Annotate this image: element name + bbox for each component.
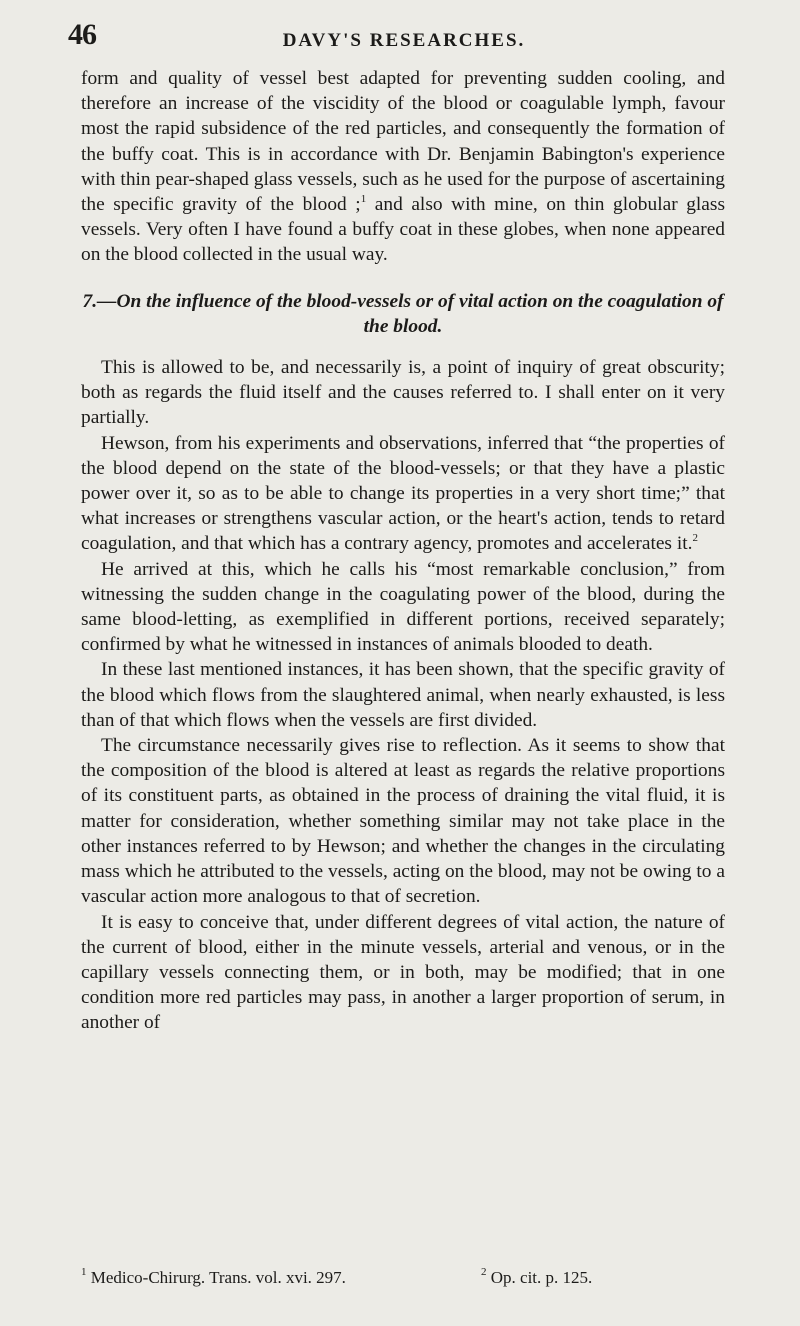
footnote-ref-1: 1 bbox=[360, 193, 367, 206]
paragraph: In these last mentioned instances, it has been shown, that the specific gravity of the blood which flows from the slaughtered animal, when nearly exhausted, is less than of that which flows when the vessels are first divided. bbox=[81, 659, 725, 731]
section-number: 7.— bbox=[82, 290, 117, 312]
footnote-ref-2: 2 bbox=[692, 532, 698, 545]
footnote-1: $^1$ Medico-Chirurg. Trans. vol. xvi. 297. bbox=[81, 1266, 346, 1287]
footnote-2: $^2$ Op. cit. p. 125. bbox=[481, 1266, 593, 1287]
body-text bbox=[81, 66, 725, 1036]
paragraph: Hewson, from his experiments and observations, inferred that “the properties of the blood depend on the state of the blood-vessels; or that they have a plastic power over it, so as to be able to change its properties in a very short time;” that what increases or strengthens vascular action, or the heart's action, tends to retard coagulation, and that which has a contrary agency, promotes and accelerates it.$^2$ bbox=[81, 432, 725, 555]
paragraph-continued: form and quality of vessel best adapted for preventing sudden cooling, and therefore an increase of the viscidity of the blood or coagulable lymph, favour most the rapid subsidence of the red particles, and consequently the formation of the buffy coat. This is in accordance with Dr. Benjamin Babington's experience with thin pear-shaped glass vessels, such as he used for the purpose of ascertaining the specific gravity of the blood ;$^1$ and also with mine, on thin globular glass vessels. Very often I have found a buffy coat in these globes, when none appeared on the blood collected in the usual way. bbox=[81, 68, 725, 266]
paragraph: This is allowed to be, and necessarily is, a point of inquiry of great obscurity; both as regards the fluid itself and the causes referred to. I shall enter on it very partially. bbox=[81, 357, 725, 429]
paragraph: The circumstance necessarily gives rise to reflection. As it seems to show that the composition of the blood is altered at least as regards the relative proportions of its constituent parts, as obtained in the process of draining the vital fluid, it is matter for consideration, whether something similar may not take place in the other instances referred to by Hewson; and whether the changes in the circulating mass which he attributed to the vessels, acting on the blood, may not be owing to a vascular action more analogous to that of secretion. bbox=[81, 735, 725, 908]
section-title: On the influence of the blood-vessels or of vital action on the coagulation of the blood. bbox=[116, 290, 724, 337]
page-header bbox=[68, 18, 740, 58]
running-head: DAVY'S RESEARCHES. bbox=[282, 30, 526, 51]
paragraph: He arrived at this, which he calls his “most remarkable conclusion,” from witnessing the sudden change in the coagulating power of the blood, during the same blood-letting, as exemplified in different portions, received separately; confirmed by what he witnessed in instances of animals blooded to death. bbox=[81, 558, 725, 656]
section-heading bbox=[81, 289, 725, 339]
paragraph: It is easy to conceive that, under different degrees of vital action, the nature of the current of blood, either in the minute vessels, arterial and venous, or in the capillary vessels connecting them, or in both, may be modified; that in one condition more red particles may pass, in another a larger proportion of serum, in another of bbox=[81, 911, 725, 1034]
page-number: 46 bbox=[68, 18, 96, 51]
